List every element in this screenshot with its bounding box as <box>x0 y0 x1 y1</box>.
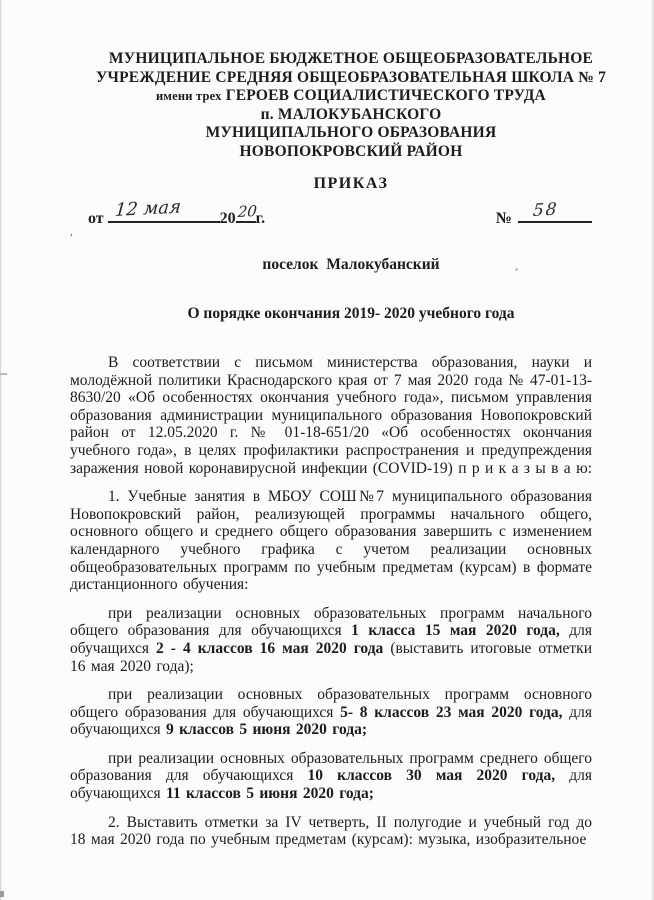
text-run: для обучающихся <box>70 703 592 739</box>
text-run: 2. Выставить отметки за IV четверть, II полугодие и учебный год до 18 мая 2020 года по учебным предметам (курсам): музыка, изобразительное <box>70 813 592 849</box>
paragraph-basic-dates <box>70 686 592 739</box>
text-run: при реализации основных образовательных программ начального общего образования для обучающихся <box>70 604 592 640</box>
order-heading: ПРИКАЗ <box>313 175 389 192</box>
scan-artifact <box>0 891 4 897</box>
letterhead-line-5: МУНИЦИПАЛЬНОГО ОБРАЗОВАНИЯ <box>205 124 497 141</box>
number-label: № <box>495 210 512 227</box>
text-run: 11 классов 5 июня 2020 года; <box>165 785 374 803</box>
handwritten-date: 12 мая <box>113 196 182 221</box>
handwritten-year: 20 <box>236 201 258 221</box>
text-run: для обучающихся <box>70 767 592 803</box>
year-blank-line <box>236 201 258 223</box>
letterhead-line-3-main: ГЕРОЕВ СОЦИАЛИСТИЧЕСКОГО ТРУДА <box>225 87 546 104</box>
order-body <box>70 354 592 849</box>
letterhead-line-4: п. МАЛОКУБАНСКОГО <box>260 105 442 123</box>
from-label: от <box>88 210 104 227</box>
text-run: 1 класса 15 мая 2020 года, <box>351 622 560 640</box>
paragraph-primary-dates <box>70 605 592 675</box>
paragraph-item-2 <box>70 814 592 849</box>
letterhead-line-1: МУНИЦИПАЛЬНОЕ БЮДЖЕТНОЕ ОБЩЕОБРАЗОВАТЕЛЬНОЕ <box>108 50 594 67</box>
scan-artifact <box>515 268 518 271</box>
letterhead-line-2: УЧРЕЖДЕНИЕ СРЕДНЯЯ ОБЩЕОБРАЗОВАТЕЛЬНАЯ ШКОЛА № 7 <box>95 68 607 86</box>
subject-title: О порядке окончания 2019- 2020 учебного года <box>187 305 515 322</box>
number-blank-line <box>518 199 592 223</box>
date-field <box>88 196 266 228</box>
letterhead-line-6: НОВОПОКРОВСКИЙ РАЙОН <box>239 142 463 160</box>
year-prefix: 20 <box>219 210 236 227</box>
year-suffix: г. <box>255 210 266 227</box>
text-run: 9 классов 5 июня 2020 года; <box>165 721 368 739</box>
scan-artifact <box>0 373 7 375</box>
letterhead <box>0 50 654 161</box>
text-run: 5- 8 классов 23 мая 2020 года, <box>340 703 563 721</box>
letterhead-line-3-prefix: имени трех <box>156 89 222 103</box>
text-run: (выставить итоговые отметки 16 мая 2020 года); <box>70 639 592 675</box>
text-run: при реализации основных образовательных программ среднего общего образования для обучающихся <box>70 749 592 785</box>
paragraph-preamble <box>70 354 592 477</box>
text-run: 1. Учебные занятия в МБОУ СОШ№7 муниципального образования Новопокровский район, реализующей программы начального общего, основного общего и среднего общего образования завершить с изменением календарного учебного графика с учетом реализации основных общеобразовательных программ по учебным предметам (курсам) в формате дистанционного обучения: <box>70 488 592 594</box>
date-and-number-row <box>88 196 592 228</box>
scan-edge-left <box>0 0 2 900</box>
text-run: для обучащихся <box>70 622 592 657</box>
text-run: при реализации основных образовательных программ основного общего образования для обучающихся <box>70 686 592 721</box>
letterhead-line-3 <box>48 87 654 106</box>
text-run: 10 классов 30 мая 2020 года, <box>307 767 556 785</box>
text-run: В соответствии с письмом министерства образования, науки и молодёжной политики Краснодарского края от 7 мая 2020 года № 47-01-13-8630/20 «Об особенностях окончания учебного года», письмом управления образования администрации муниципального образования Новопокровский район от 12.05.2020 г. № 01-18-651/20 «Об особенностях окончания учебного года», в целях профилактики распространения и предупреждения заражения новой коронавирусной инфекции (COVID-19) п р и к а з ы в а ю: <box>70 354 592 477</box>
scan-artifact: ’ <box>66 231 74 245</box>
handwritten-number: 58 <box>532 199 560 221</box>
place-line: поселок Малокубанский <box>262 256 440 273</box>
date-blank-line <box>108 196 220 223</box>
number-field <box>495 199 592 228</box>
text-run: 2 - 4 классов 16 мая 2020 года <box>156 639 384 657</box>
paragraph-secondary-dates <box>70 750 592 803</box>
paragraph-item-1 <box>70 488 592 594</box>
